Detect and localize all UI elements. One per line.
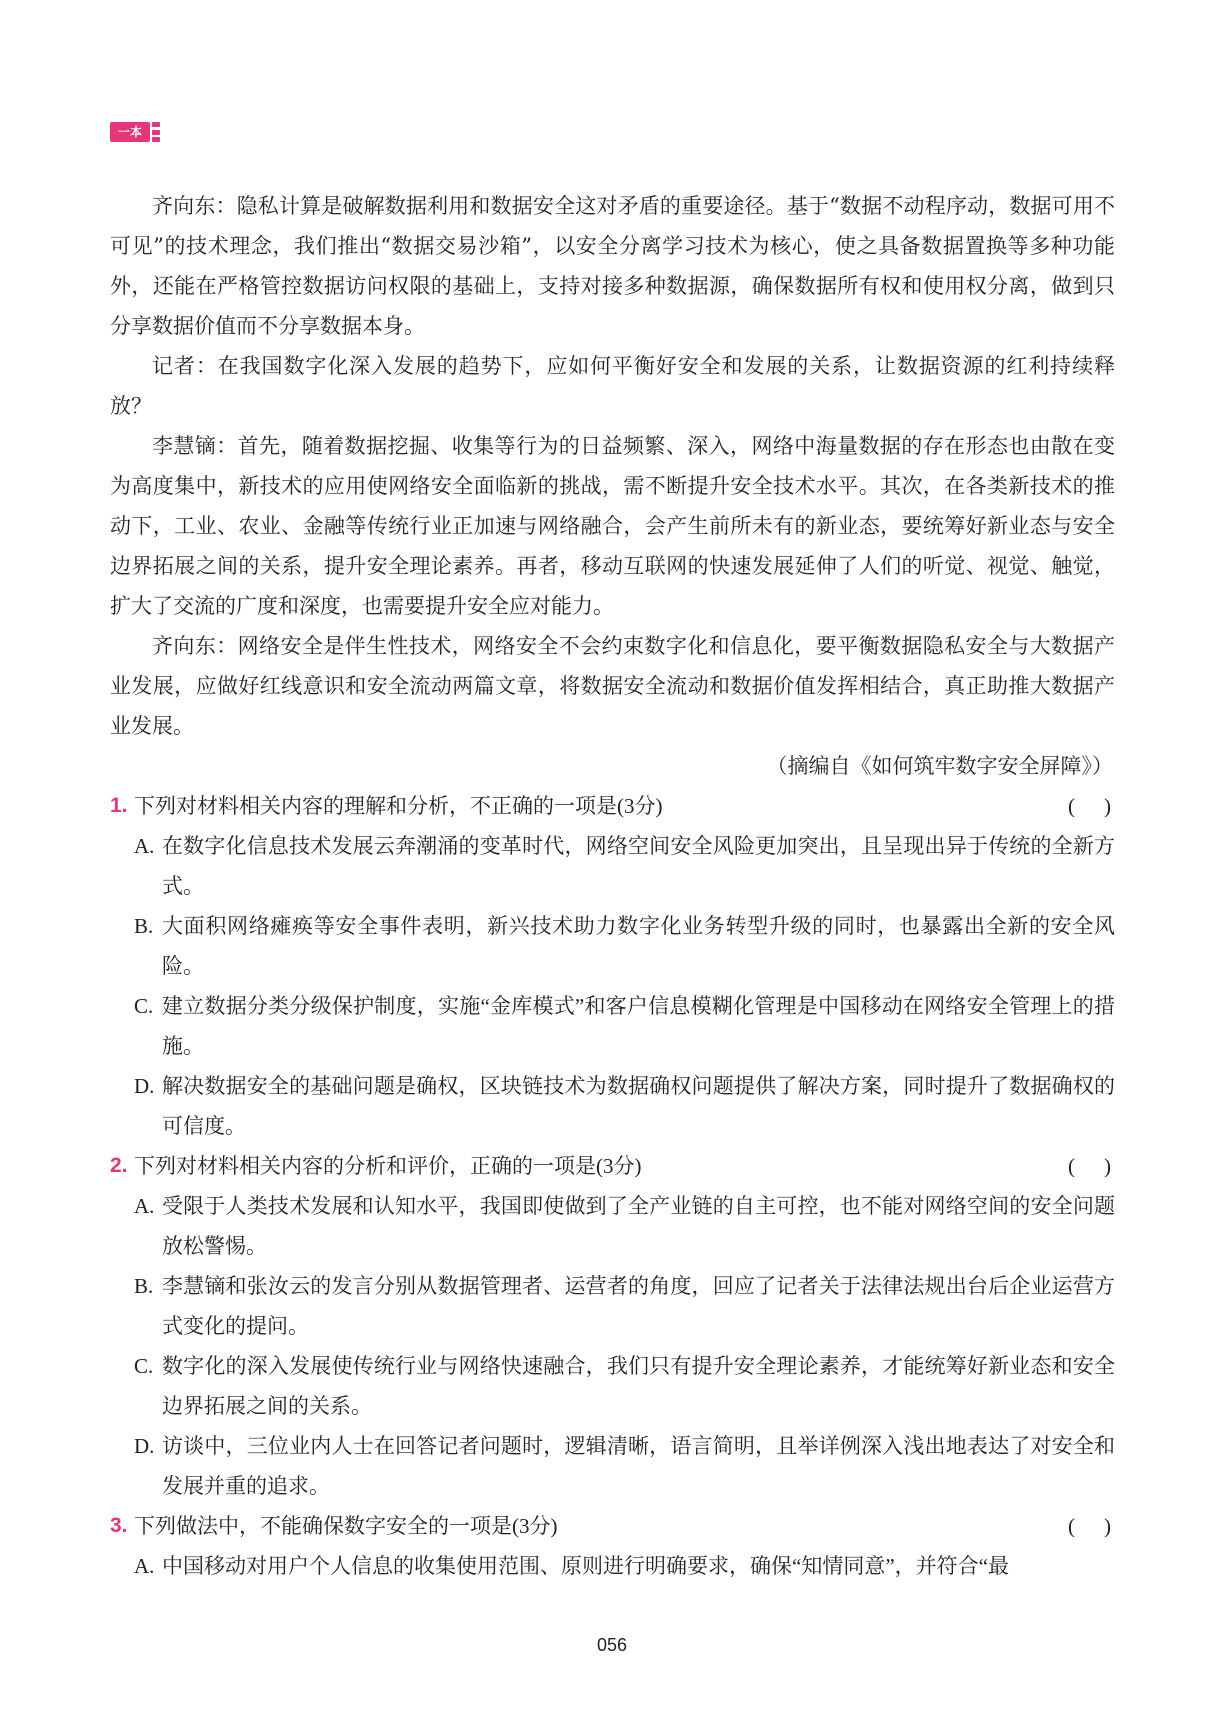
option-text: 访谈中，三位业内人士在回答记者问题时，逻辑清晰，语言简明，且举详例深入浅出地表达了对安全和发展并重的追求。	[162, 1434, 1115, 1498]
option-key: A.	[134, 834, 155, 858]
question-stem	[110, 1146, 1115, 1186]
paragraph: 李慧镝：首先，随着数据挖掘、收集等行为的日益频繁、深入，网络中海量数据的存在形态也由散在变为高度集中，新技术的应用使网络安全面临新的挑战，需不断提升安全技术水平。其次，在各类新技术的推动下，工业、农业、金融等传统行业正加速与网络融合，会产生前所未有的新业态，要统筹好新业态与安全边界拓展之间的关系，提升安全理论素养。再者，移动互联网的快速发展延伸了人们的听觉、视觉、触觉，扩大了交流的广度和深度，也需要提升安全应对能力。	[110, 434, 1115, 618]
option-c	[110, 1346, 1115, 1426]
option-d	[110, 1426, 1115, 1506]
question-text: 下列对材料相关内容的分析和评价，正确的一项是(3分)	[134, 1154, 642, 1178]
option-b	[110, 1266, 1115, 1346]
option-text: 数字化的深入发展使传统行业与网络快速融合，我们只有提升安全理论素养，才能统筹好新业态和安全边界拓展之间的关系。	[162, 1354, 1115, 1418]
question-2	[110, 1146, 1115, 1506]
option-key: C.	[134, 994, 154, 1018]
option-text: 中国移动对用户个人信息的收集使用范围、原则进行明确要求，确保“知情同意”，并符合“最	[162, 1554, 1009, 1578]
question-number: 3.	[110, 1514, 128, 1537]
answer-blank[interactable]: ( )	[1068, 794, 1115, 818]
question-text: 下列对材料相关内容的理解和分析，不正确的一项是(3分)	[134, 794, 663, 818]
question-stem	[110, 786, 1115, 826]
option-key: A.	[134, 1554, 155, 1578]
logo-tag-icon	[152, 122, 160, 142]
option-key: D.	[134, 1074, 155, 1098]
option-a	[110, 1186, 1115, 1266]
option-key: D.	[134, 1434, 155, 1458]
source-citation: （摘编自《如何筑牢数字安全屏障》）	[766, 754, 1113, 778]
question-stem	[110, 1506, 1115, 1546]
logo-text: 一本	[110, 122, 150, 142]
page-number: 056	[596, 1635, 628, 1655]
paragraph: 齐向东：隐私计算是破解数据利用和数据安全这对矛盾的重要途径。基于“数据不动程序动，数据可用不可见”的技术理念，我们推出“数据交易沙箱”，以安全分离学习技术为核心，使之具备数据置换等多种功能外，还能在严格管控数据访问权限的基础上，支持对接多种数据源，确保数据所有权和使用权分离，做到只分享数据价值而不分享数据本身。	[110, 194, 1115, 338]
option-text: 大面积网络瘫痪等安全事件表明，新兴技术助力数字化业务转型升级的同时，也暴露出全新的安全风险。	[162, 914, 1115, 978]
option-b	[110, 906, 1115, 986]
question-text: 下列做法中，不能确保数字安全的一项是(3分)	[134, 1514, 558, 1538]
answer-blank[interactable]: ( )	[1068, 1514, 1115, 1538]
option-text: 建立数据分类分级保护制度，实施“金库模式”和客户信息模糊化管理是中国移动在网络安全管理上的措施。	[162, 994, 1115, 1058]
question-number: 2.	[110, 1154, 128, 1177]
option-text: 在数字化信息技术发展云奔潮涌的变革时代，网络空间安全风险更加突出，且呈现出异于传统的全新方式。	[162, 834, 1115, 898]
question-list	[110, 786, 1115, 1586]
option-a	[110, 1546, 1115, 1586]
option-key: C.	[134, 1354, 154, 1378]
option-a	[110, 826, 1115, 906]
answer-blank[interactable]: ( )	[1068, 1154, 1115, 1178]
option-key: B.	[134, 1274, 154, 1298]
question-number: 1.	[110, 794, 128, 817]
option-text: 解决数据安全的基础问题是确权，区块链技术为数据确权问题提供了解决方案，同时提升了数据确权的可信度。	[162, 1074, 1115, 1138]
question-3	[110, 1506, 1115, 1586]
option-key: A.	[134, 1194, 155, 1218]
option-key: B.	[134, 914, 154, 938]
option-c	[110, 986, 1115, 1066]
paragraph: 记者：在我国数字化深入发展的趋势下，应如何平衡好安全和发展的关系，让数据资源的红利持续释放？	[110, 354, 1115, 418]
option-text: 李慧镝和张汝云的发言分别从数据管理者、运营者的角度，回应了记者关于法律法规出台后企业运营方式变化的提问。	[162, 1274, 1115, 1338]
option-text: 受限于人类技术发展和认知水平，我国即使做到了全产业链的自主可控，也不能对网络空间的安全问题放松警惕。	[162, 1194, 1115, 1258]
option-d	[110, 1066, 1115, 1146]
question-1	[110, 786, 1115, 1146]
paragraph: 齐向东：网络安全是伴生性技术，网络安全不会约束数字化和信息化，要平衡数据隐私安全与大数据产业发展，应做好红线意识和安全流动两篇文章，将数据安全流动和数据价值发挥相结合，真正助推大数据产业发展。	[110, 634, 1115, 738]
brand-logo	[110, 122, 160, 142]
page-content	[110, 186, 1115, 1586]
